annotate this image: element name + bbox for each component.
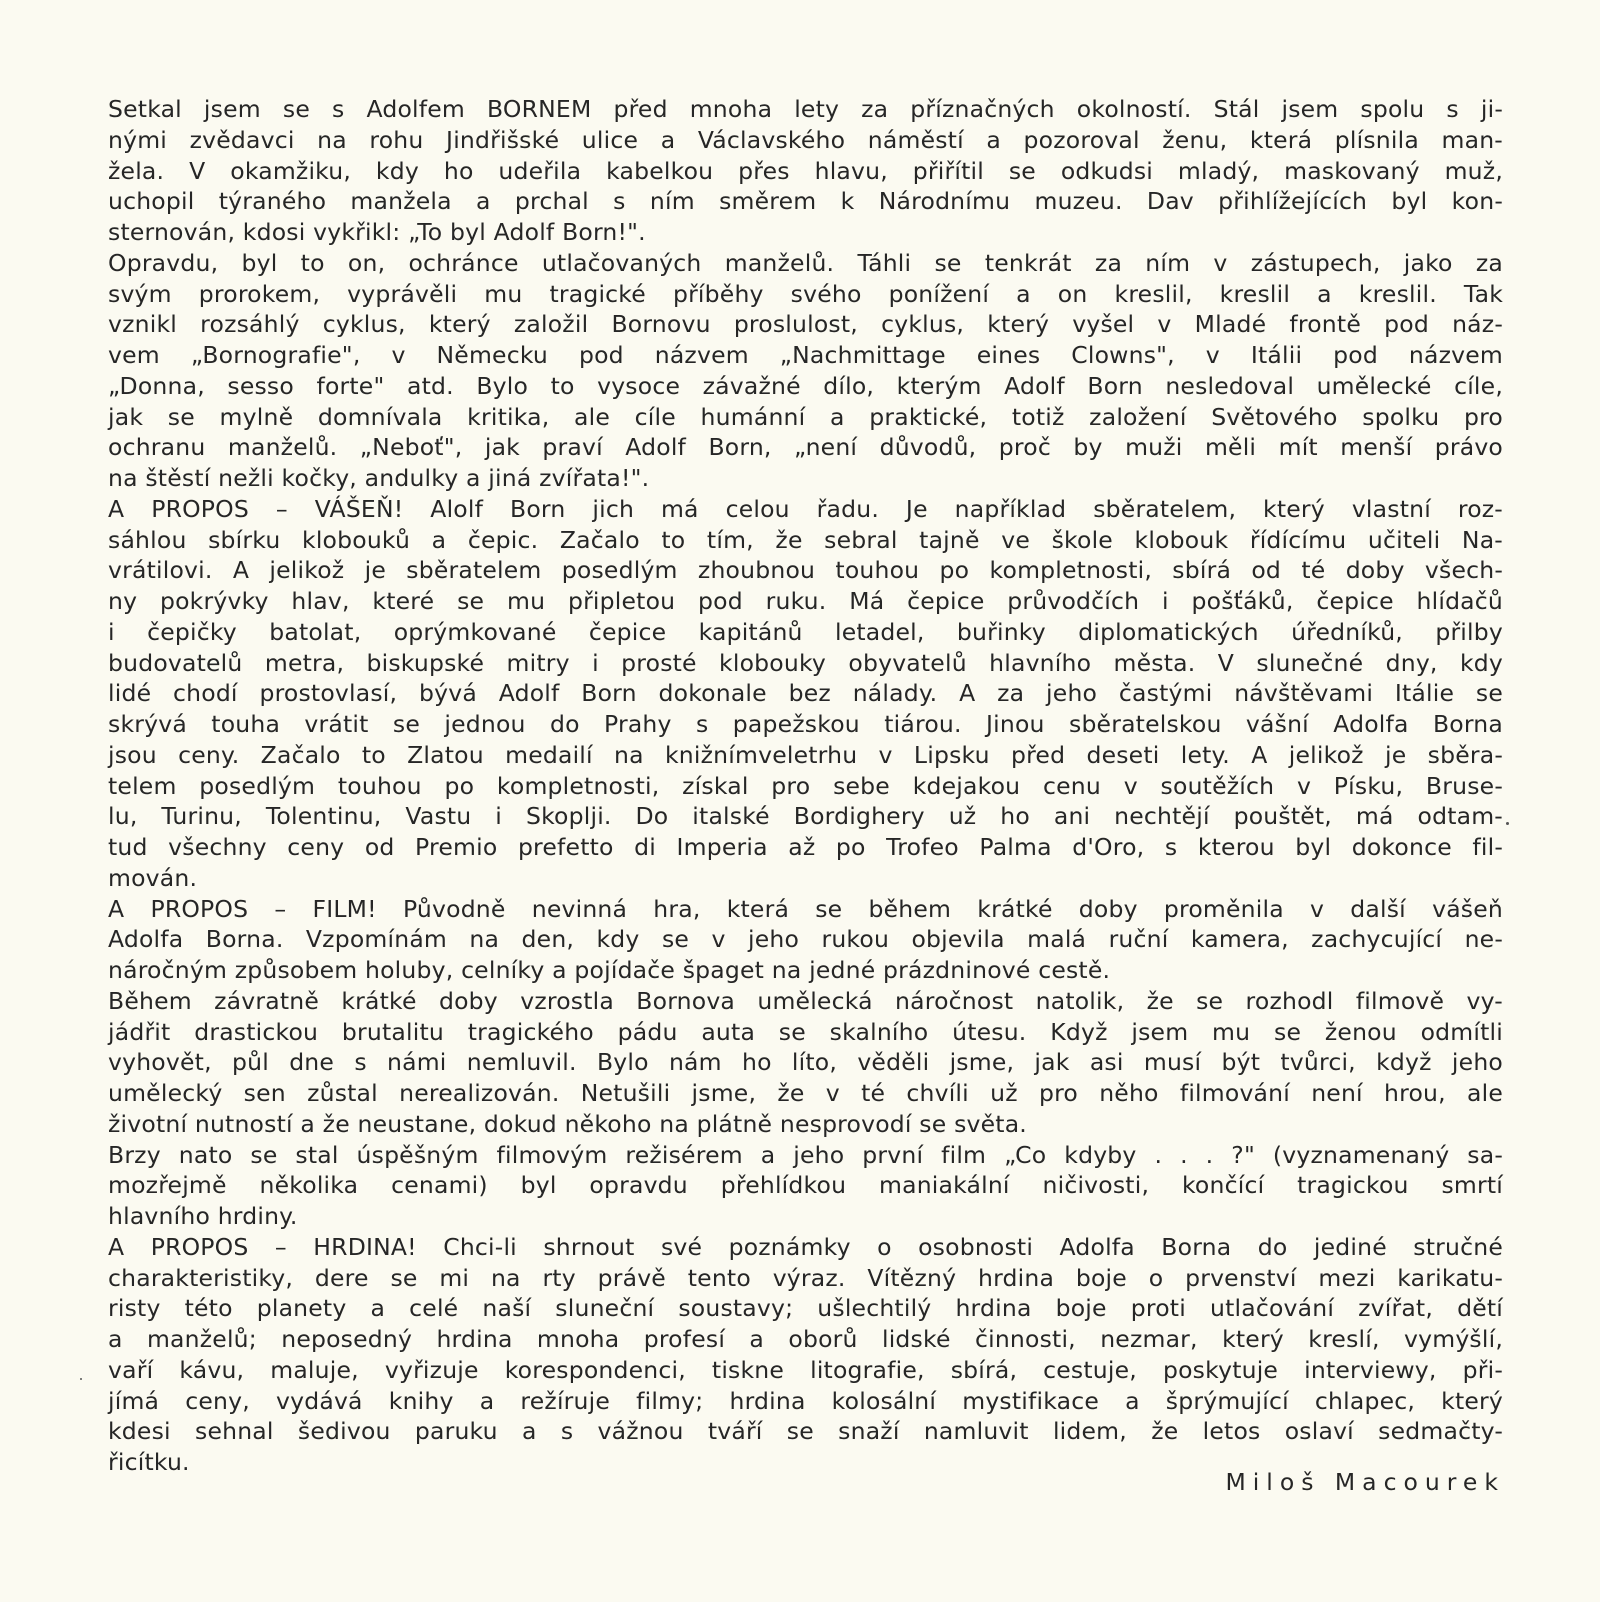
text-line: mován. <box>108 863 198 892</box>
text-line: náročným způsobem holuby, celníky a pojídače špaget na jedné prázdninové cestě. <box>108 956 1111 984</box>
text-line: charakteristiky, dere se mi na rty právě tento výraz. Vítězný hrdina boje o prvenství mezi karikatu- <box>108 1263 1503 1292</box>
text-line: jímá ceny, vydává knihy a režíruje filmy; hrdina kolosální mystifikace a šprýmující chlapec, který <box>108 1386 1503 1415</box>
author-signature: Miloš Macourek <box>1225 1468 1505 1496</box>
text-line: a manželů; neposedný hrdina mnoha profesí a oborů lidské činnosti, nezmar, který kreslí, vymýšlí, <box>108 1325 1503 1353</box>
text-line: lidé chodí prostovlasí, bývá Adolf Born dokonale bez nálady. A za jeho častými návštěvami Itálie se <box>108 679 1503 708</box>
text-line: umělecký sen zůstal nerealizován. Netušili jsme, že v té chvíli už pro něho filmování není hrou, ale <box>108 1079 1503 1107</box>
text-line: vrátilovi. A jelikož je sběratelem posedlým zhoubnou touhou po kompletnosti, sbírá od té doby všech- <box>108 556 1503 585</box>
text-line: ochranu manželů. „Neboť", jak praví Adolf Born, „není důvodů, proč by muži měli mít menší právo <box>108 433 1503 462</box>
text-line: vem „Bornografie", v Německu pod názvem „Nachmittage eines Clowns", v Itálii pod názvem <box>108 341 1503 369</box>
text-line: Opravdu, byl to on, ochránce utlačovaných manželů. Táhli se tenkrát za ním v zástupech, jako za <box>108 248 1503 277</box>
text-line: budovatelů metra, biskupské mitry i prosté klobouky obyvatelů hlavního města. V slunečné dny, kdy <box>108 648 1503 677</box>
text-line: Setkal jsem se s Adolfem BORNEM před mnoha lety za příznačných okolností. Stál jsem spolu s ji- <box>108 95 1503 123</box>
text-line: kdesi sehnal šedivou paruku a s vážnou tváří se snaží namluvit lidem, že letos oslaví sedmačty- <box>108 1417 1503 1446</box>
text-line: uchopil týraného manžela a prchal s ním směrem k Národnímu muzeu. Dav přihlížejících byl kon- <box>108 187 1503 216</box>
article-body <box>108 94 1503 1478</box>
text-line: vznikl rozsáhlý cyklus, který založil Bornovu proslulost, cyklus, který vyšel v Mladé frontě pod náz- <box>108 310 1503 339</box>
text-line: mozřejmě několika cenami) byl opravdu přehlídkou maniakální ničivosti, končící tragickou smrtí <box>108 1171 1503 1200</box>
text-line: „Donna, sesso forte" atd. Bylo to vysoce závažné dílo, kterým Adolf Born nesledoval umělecké cíle, <box>108 371 1503 400</box>
text-line: Během závratně krátké doby vzrostla Bornova umělecká náročnost natolik, že se rozhodl filmově vy- <box>108 986 1503 1015</box>
text-line: skrývá touha vrátit se jednou do Prahy s papežskou tiárou. Jinou sběratelskou vášní Adolfa Borna <box>108 710 1503 738</box>
text-line: nými zvědavci na rohu Jindřišské ulice a Václavského náměstí a pozoroval ženu, která plísnila man- <box>108 125 1503 154</box>
text-line: A PROPOS – VÁŠEŇ! Alolf Born jich má celou řadu. Je například sběratelem, který vlastní roz- <box>108 494 1503 523</box>
text-line: sternován, kdosi vykřikl: „To byl Adolf Born!". <box>108 218 646 246</box>
text-line: ny pokrývky hlav, které se mu připletou pod ruku. Má čepice průvodčích i pošťáků, čepice hlídačů <box>108 587 1503 615</box>
text-line: svým prorokem, vyprávěli mu tragické příběhy svého ponížení a on kreslil, kreslil a kreslil. Tak <box>108 279 1503 308</box>
text-line: jádřit drastickou brutalitu tragického pádu auta se skalního útesu. Když jsem mu se ženou odmítli <box>108 1017 1503 1046</box>
print-speck <box>80 1378 82 1380</box>
text-line: sáhlou sbírku klobouků a čepic. Začalo to tím, že sebral tajně ve škole klobouk řídícímu učiteli Na- <box>108 525 1503 554</box>
text-line: vaří kávu, maluje, vyřizuje korespondenci, tiskne litografie, sbírá, cestuje, poskytuje interviewy, při- <box>108 1355 1503 1384</box>
text-line: jsou ceny. Začalo to Zlatou medailí na knižnímveletrhu v Lipsku před deseti lety. A jelikož je sběra- <box>108 740 1503 769</box>
text-line: jak se mylně domnívala kritika, ale cíle humánní a praktické, totiž založení Světového spolku pro <box>108 402 1503 431</box>
text-line: řicítku. <box>108 1448 190 1476</box>
print-speck <box>1506 822 1509 825</box>
text-line: telem posedlým touhou po kompletnosti, získal pro sebe kdejakou cenu v soutěžích v Písku, Bruse- <box>108 771 1503 800</box>
text-line: žela. V okamžiku, kdy ho udeřila kabelkou přes hlavu, přiřítil se odkudsi mladý, maskovaný muž, <box>108 156 1503 185</box>
text-line: hlavního hrdiny. <box>108 1202 298 1230</box>
text-line: A PROPOS – FILM! Původně nevinná hra, která se během krátké doby proměnila v další vášeň <box>108 894 1503 923</box>
text-line: A PROPOS – HRDINA! Chci-li shrnout své poznámky o osobnosti Adolfa Borna do jediné stručné <box>108 1232 1503 1261</box>
text-line: tud všechny ceny od Premio prefetto di Imperia až po Trofeo Palma d'Oro, s kterou byl dokonce fil- <box>108 833 1503 861</box>
text-line: lu, Turinu, Tolentinu, Vastu i Skoplji. Do italské Bordighery už ho ani nechtějí pouštět, má odtam- <box>108 802 1503 831</box>
text-line: Adolfa Borna. Vzpomínám na den, kdy se v jeho rukou objevila malá ruční kamera, zachycující ne- <box>108 925 1503 954</box>
text-line: na štěstí nežli kočky, andulky a jiná zvířata!". <box>108 464 650 492</box>
text-line: risty této planety a celé naší sluneční soustavy; ušlechtilý hrdina boje proti utlačování zvířat, dětí <box>108 1294 1503 1323</box>
text-line: i čepičky batolat, oprýmkované čepice kapitánů letadel, buřinky diplomatických úředníků, přilby <box>108 617 1503 646</box>
text-line: Brzy nato se stal úspěšným filmovým režisérem a jeho první film „Co kdyby . . . ?" (vyznamenaný sa- <box>108 1140 1503 1169</box>
text-line: vyhovět, půl dne s námi nemluvil. Bylo nám ho líto, věděli jsme, jak asi musí být tvůrci, když jeho <box>108 1048 1503 1077</box>
text-line: životní nutností a že neustane, dokud někoho na plátně nesprovodí se světa. <box>108 1109 1027 1138</box>
